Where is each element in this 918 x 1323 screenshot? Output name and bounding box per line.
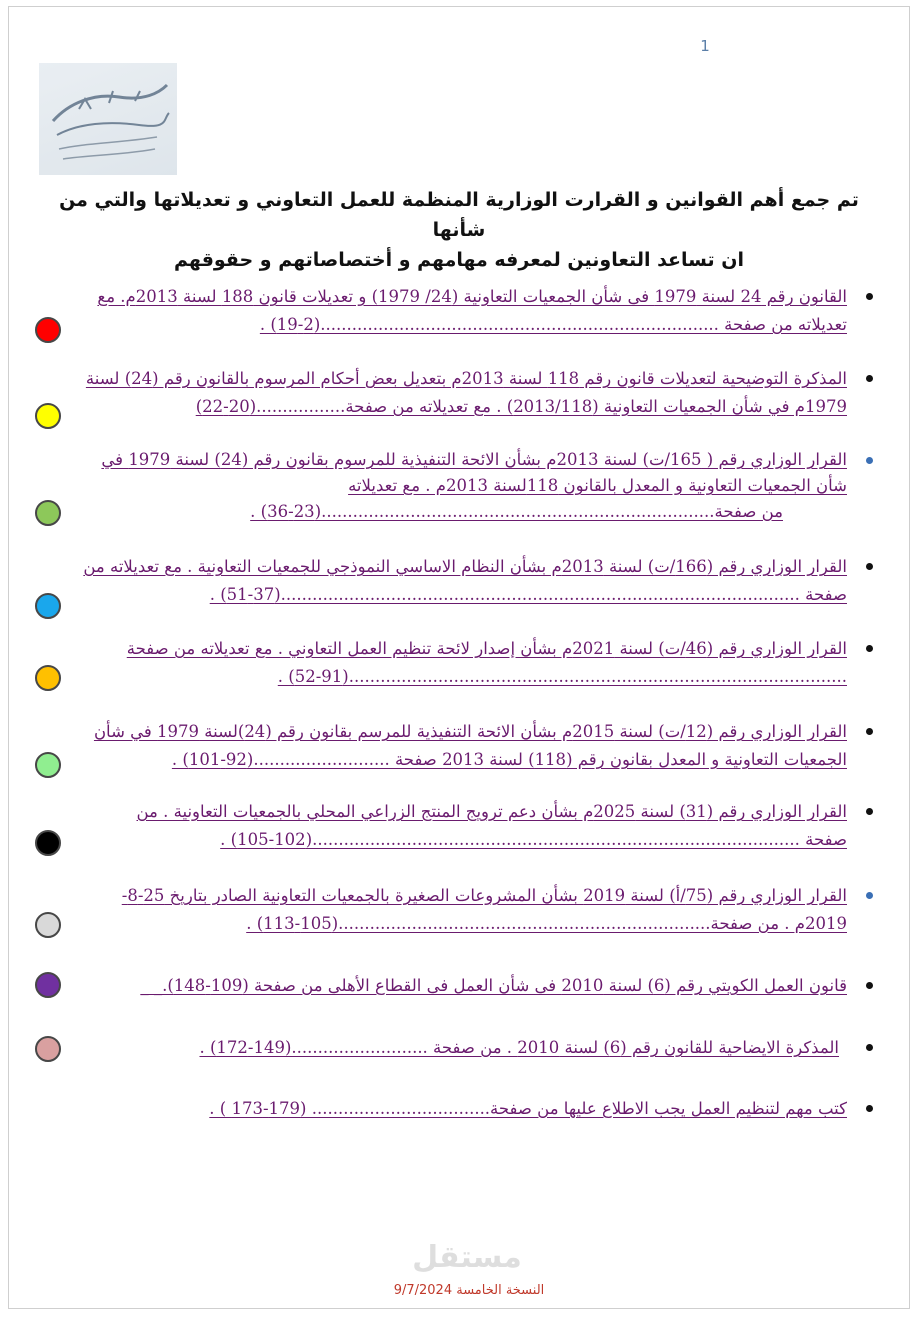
bullet bbox=[866, 645, 873, 652]
toc-item-text[interactable] bbox=[209, 1095, 847, 1123]
toc-item-line: كتب مهم لتنظيم العمل يجب الاطلاع عليها من صفحة.................................. (179-173 ) . bbox=[209, 1099, 847, 1118]
bullet bbox=[866, 457, 873, 464]
color-marker bbox=[35, 665, 61, 691]
document-page bbox=[8, 6, 910, 1309]
color-marker bbox=[35, 593, 61, 619]
toc-item-line: القرار الوزاري رقم (166/ت) لسنة 2013م بشأن النظام الاساسي النموذجي للجمعيات التعاونية . مع تعديلاته من bbox=[83, 557, 847, 576]
toc-item-text[interactable] bbox=[83, 553, 847, 609]
toc-item[interactable] bbox=[25, 882, 891, 962]
toc-item[interactable] bbox=[25, 635, 891, 715]
toc-item-line: قانون العمل الكويتي رقم (6) لسنة 2010 فى شأن العمل فى القطاع الأهلى من صفحة (109-148)._ _ bbox=[140, 976, 847, 995]
toc-item[interactable] bbox=[25, 972, 891, 1012]
toc-item-text[interactable] bbox=[199, 1034, 839, 1062]
color-marker bbox=[35, 752, 61, 778]
stamp-logo-graphic bbox=[39, 63, 177, 175]
color-marker bbox=[35, 500, 61, 526]
toc-item-line: القرار الوزاري رقم (31) لسنة 2025م بشأن دعم ترويج المنتج الزراعي المحلي بالجمعيات التعاونية . من bbox=[136, 802, 847, 821]
toc-item[interactable] bbox=[25, 798, 891, 878]
toc-item-line: صفحة ...................................................................................................(37-51) . bbox=[209, 585, 847, 604]
bullet bbox=[866, 982, 873, 989]
page-heading bbox=[49, 185, 869, 275]
toc-item-line: من صفحة...........................................................................(23-36) . bbox=[250, 502, 783, 521]
toc-item-text[interactable] bbox=[97, 283, 847, 339]
toc-item-line: 1979م في شأن الجمعيات التعاونية (2013/118) . مع تعديلاته من صفحة.................(20-22) bbox=[195, 397, 847, 416]
color-marker bbox=[35, 912, 61, 938]
toc-item-line: 2019م . من صفحة.......................................................................(105-113) . bbox=[246, 914, 847, 933]
toc-item-line: المذكرة الايضاحية للقانون رقم (6) لسنة 2010 . من صفحة ..........................(149-172) . bbox=[199, 1038, 839, 1057]
bullet bbox=[866, 808, 873, 815]
color-marker bbox=[35, 830, 61, 856]
bullet bbox=[866, 293, 873, 300]
color-marker bbox=[35, 1036, 61, 1062]
toc-item[interactable] bbox=[25, 1034, 891, 1074]
color-marker bbox=[35, 403, 61, 429]
watermark: مستقل bbox=[412, 1240, 522, 1275]
bullet bbox=[866, 563, 873, 570]
toc-item[interactable] bbox=[25, 718, 891, 798]
toc-item-line: القرار الوزاري رقم ( 165/ت) لسنة 2013م بشأن الائحة التنفيذية للمرسوم بقانون رقم (24) لسنة 1979 في bbox=[101, 450, 847, 469]
version-footer: النسخة الخامسة 9/7/2024 bbox=[393, 1283, 545, 1298]
bullet bbox=[866, 1044, 873, 1051]
toc-item[interactable] bbox=[25, 283, 891, 363]
toc-item-line: القانون رقم 24 لسنة 1979 فى شأن الجمعيات التعاونية (24/ 1979) و تعديلات قانون 188 لسنة 2013م. مع bbox=[97, 287, 847, 306]
toc-item-text[interactable] bbox=[101, 447, 847, 525]
bullet bbox=[866, 1105, 873, 1112]
toc-item-line: القرار الوزاري رقم (75/أ) لسنة 2019 بشأن المشروعات الصغيرة بالجمعيات التعاونية الصادر بتاريخ 25-8- bbox=[121, 886, 847, 905]
toc-item-line: المذكرة التوضيحية لتعديلات قانون رقم 118 لسنة 2013م بتعديل بعض أحكام المرسوم بالقانون رقم (24) لسنة bbox=[85, 369, 847, 388]
heading-line-2: ان تساعد التعاونين لمعرفه مهامهم و أختصاصاتهم و حقوقهم bbox=[174, 249, 744, 271]
stamp-logo bbox=[39, 63, 177, 175]
toc-item-line: صفحة .............................................................................................(102-105) . bbox=[220, 830, 847, 849]
toc-item-line: القرار الوزاري رقم (46/ت) لسنة 2021م بشأن إصدار لائحة تنظيم العمل التعاوني . مع تعديلاته من صفحة bbox=[126, 639, 847, 658]
toc-item-text[interactable] bbox=[86, 365, 847, 421]
toc-item-line: ...............................................................................................(52-91) . bbox=[277, 667, 847, 686]
toc-item-text[interactable] bbox=[140, 972, 847, 1000]
page-number: 1 bbox=[700, 37, 710, 55]
toc-item[interactable] bbox=[25, 447, 891, 537]
color-marker bbox=[35, 972, 61, 998]
toc-item-line: تعديلاته من صفحة ............................................................................(2-19) . bbox=[259, 315, 847, 334]
toc-item-line: الجمعيات التعاونية و المعدل بقانون رقم (118) لسنة 2013 صفحة ..........................(92-101) . bbox=[171, 750, 847, 769]
heading-line-1: تم جمع أهم القوانين و القرارت الوزارية المنظمة للعمل التعاوني و تعديلاتها والتي من شأنها bbox=[59, 189, 859, 241]
toc-item-text[interactable] bbox=[122, 882, 847, 938]
toc-item[interactable] bbox=[25, 365, 891, 445]
bullet bbox=[866, 728, 873, 735]
toc-item[interactable] bbox=[25, 553, 891, 633]
bullet bbox=[866, 892, 873, 899]
toc-item-line: شأن الجمعيات التعاونية و المعدل بالقانون 118لسنة 2013م . مع تعديلاته bbox=[348, 476, 847, 495]
toc-item-text[interactable] bbox=[94, 718, 847, 774]
toc-item-line: القرار الوزاري رقم (12/ت) لسنة 2015م بشأن الائحة التنفيذية للمرسم بقانون رقم (24)لسنة 1979 في شأن bbox=[93, 722, 847, 741]
toc-item-text[interactable] bbox=[127, 635, 847, 691]
color-marker bbox=[35, 317, 61, 343]
toc-item[interactable] bbox=[25, 1095, 891, 1135]
bullet bbox=[866, 375, 873, 382]
toc-item-text[interactable] bbox=[137, 798, 848, 854]
